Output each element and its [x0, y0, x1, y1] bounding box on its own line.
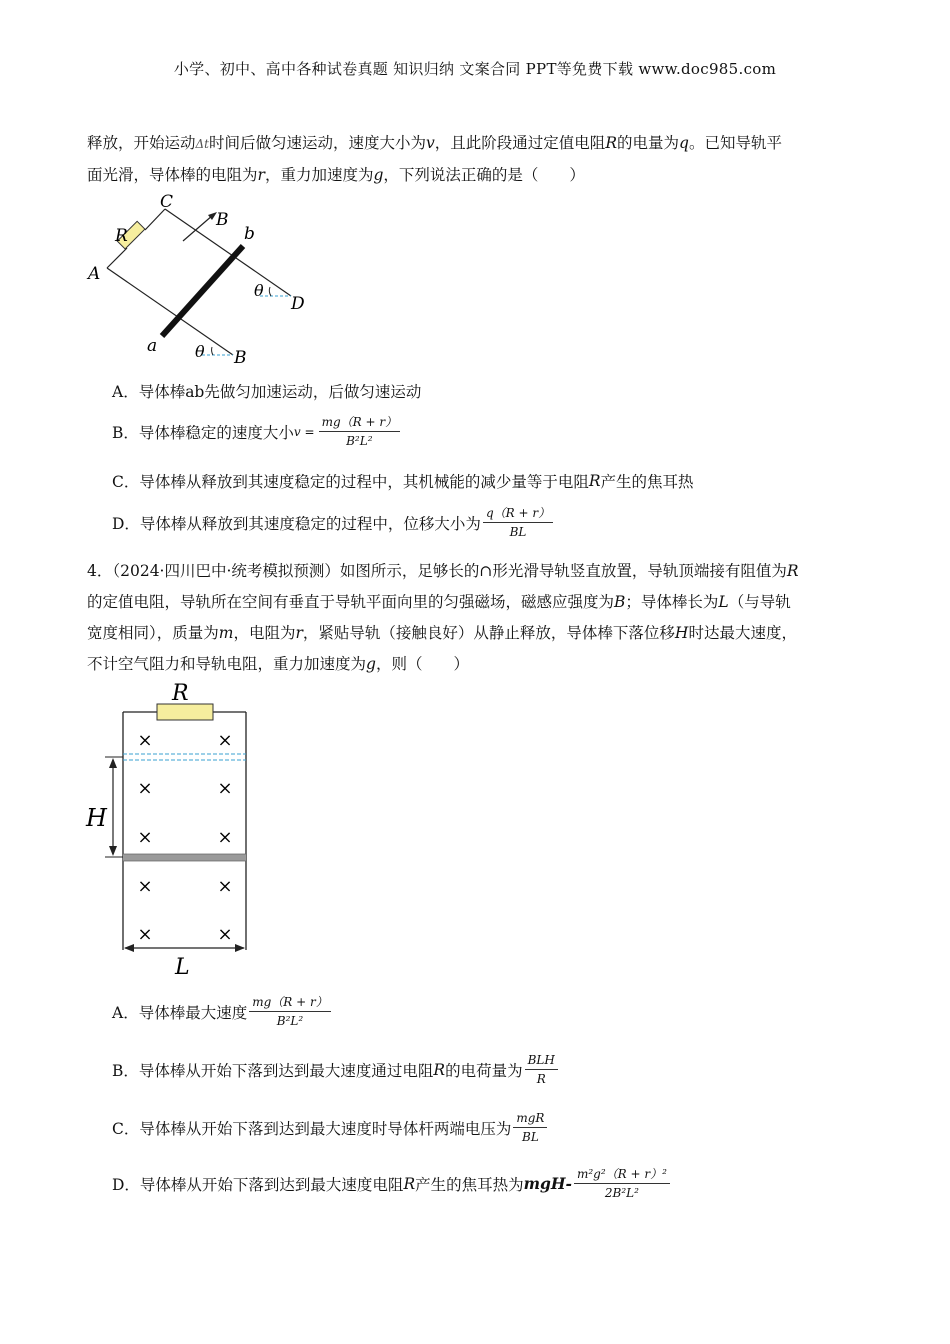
q4-option-b[interactable]: B．导体棒从开始下落到达到最大速度通过电阻 R 的电荷量为 $\frac{\text{BLH}}{R}$: [112, 1052, 558, 1087]
label-H: H: [86, 804, 107, 832]
q3-option-c[interactable]: C．导体棒从释放到其速度稳定的过程中，其机械能的减少量等于电阻 R 产生的焦耳热: [112, 472, 694, 491]
label-R: R: [115, 226, 128, 246]
q3-stem: 释放，开始运动Δt时间后做匀速运动，速度大小为v，且此阶段通过定值电阻R的电量为q。已知导轨平 面光滑，导体棒的电阻为r，重力加速度为g，下列说法正确的是（ ）: [87, 134, 782, 184]
q3-option-b[interactable]: B．导体棒稳定的速度大小 v = $\frac{mg(R + r)}{\text{B²L²}}$: [112, 414, 400, 449]
field-cross: ×: [217, 730, 233, 751]
label-theta2: θ: [195, 342, 205, 361]
field-cross: ×: [137, 778, 153, 799]
field-cross: ×: [137, 876, 153, 897]
label-C: C: [160, 192, 174, 212]
q4-option-c[interactable]: C．导体棒从开始下落到达到最大速度时导体杆两端电压为 $\frac{\text{mgR}}{BL}$: [112, 1110, 547, 1145]
label-b: b: [244, 224, 255, 244]
q3-inclined-rail-figure: [80, 190, 320, 370]
field-cross: ×: [217, 924, 233, 945]
site-header: 小学、初中、高中各种试卷真题 知识归纳 文案合同 PPT等免费下载 www.doc985.com: [173, 60, 777, 78]
q4-option-d[interactable]: D．导体棒从开始下落到达到最大速度电阻 R 产生的焦耳热为 mgH- $\frac{\text{m²g²（R + r）²}}{\text{2B²L²}}$: [112, 1166, 670, 1201]
q3-option-d[interactable]: D．导体棒从释放到其速度稳定的过程中，位移大小为 $\frac{q(R + r)}{BL}$: [112, 505, 553, 540]
q3-option-a[interactable]: A．导体棒ab先做匀加速运动，后做匀速运动: [112, 383, 422, 401]
label-B-field: B: [216, 210, 229, 230]
label-B-end: B: [234, 348, 247, 368]
field-cross: ×: [137, 924, 153, 945]
field-cross: ×: [217, 778, 233, 799]
q4-vertical-rail-figure: [80, 680, 270, 980]
field-cross: ×: [137, 730, 153, 751]
q4-stem: 4．（2024·四川巴中·统考模拟预测）如图所示，足够长的∩形光滑导轨竖直放置，导轨顶端接有阻值为R 的定值电阻，导轨所在空间有垂直于导轨平面向里的匀强磁场，磁感应强度为B；导体棒长为L（与导轨 宽度相同），质量为m，电阻为r，紧贴导轨（接触良好）从静止释放，导体棒下落位移H时达最大速度， 不计空气阻力和导轨电阻，重力加速度为g，则（ ）: [87, 562, 799, 673]
label-L: L: [175, 955, 190, 980]
field-cross: ×: [217, 827, 233, 848]
label-a: a: [147, 336, 158, 356]
q4-option-a[interactable]: A．导体棒最大速度 $\frac{mg(R + r)}{\text{B²L²}}$: [112, 994, 331, 1029]
field-cross: ×: [217, 876, 233, 897]
label-theta1: θ: [254, 281, 264, 300]
field-cross: ×: [137, 827, 153, 848]
label-D: D: [291, 294, 305, 314]
label-A: A: [88, 264, 101, 284]
label-R: R: [172, 681, 189, 706]
